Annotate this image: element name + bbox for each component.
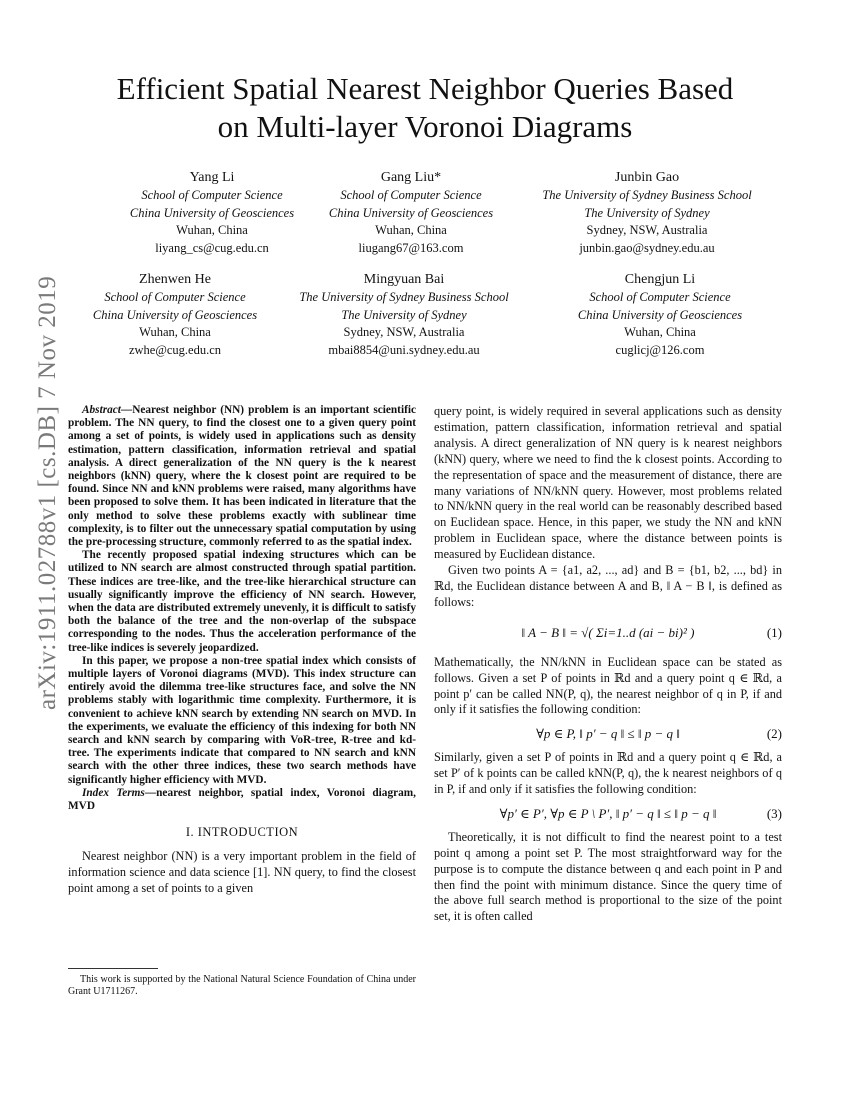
abstract-paragraph: In this paper, we propose a non-tree spatial index which consists of multiple layers of Voronoi diagrams (MVD). This index structure can entirely avoid the dilemma tree-like structures face, and solve the NN problems stably with logarithmic time complexity. Furthermore, it is convenient to achieve kNN search by extending NN search on MVD. In the experiments, we evaluate the efficiency of this indexing for both NN search and kNN search by comparing with VoR-tree, R-tree and kd-tree. The experiments indicate that compared to NN search and kNN search with the other three indices, these two search methods have significantly higher efficiency with MVD. — [68, 654, 416, 786]
index-terms-text: —nearest neighbor, spatial index, Voronoi diagram, MVD — [68, 786, 416, 813]
author-univ: China University of Geosciences — [129, 205, 295, 220]
equation-text: ‖ A − B ‖ = √( Σi=1..d (ai − bi)² ) — [521, 624, 695, 640]
section-heading: I. INTRODUCTION — [185, 825, 299, 840]
equation-text: ∀p ∈ P, ‖ p′ − q ‖ ≤ ‖ p − q ‖ — [536, 726, 680, 742]
author-dept: The University of Sydney Business School — [542, 188, 752, 202]
author-location: Sydney, NSW, Australia — [343, 325, 465, 339]
author-email: zwhe@cug.edu.cn — [128, 342, 222, 357]
author-name: Zhenwen He — [139, 272, 211, 287]
title-line-2: on Multi-layer Voronoi Diagrams — [217, 109, 633, 144]
equation-1 — [434, 625, 782, 641]
author-block — [527, 168, 767, 257]
author-univ: China University of Geosciences — [577, 307, 743, 322]
author-univ: China University of Geosciences — [92, 307, 258, 322]
title-line-1: Efficient Spatial Nearest Neighbor Queries Based — [116, 71, 734, 106]
author-location: Sydney, NSW, Australia — [586, 223, 708, 237]
author-block — [291, 168, 531, 257]
abstract-text: —Nearest neighbor (NN) problem is an important scientific problem. The NN query, to find the closest one to a given query point among a set of points, is widely used in applications such as density estimation, pattern classification, information retrieval and spatial analysis. A direct generalization of the NN query is the k nearest neighbors (kNN) query, where the k closest point are required to be found. Since NN and kNN problems were raised, many algorithms have been proposed to solve them. It has been indicated in literature that the only method to solve these problems exactly with sublinear time complexity, is to filter out the unnecessary spatial computation by using the pre-processing structure, commonly referred to as the spatial index. — [68, 404, 416, 549]
body-paragraph: Nearest neighbor (NN) is a very important problem in the field of information science and data science [1]. NN query, to find the closest point among a set of points to a given — [68, 849, 416, 896]
author-dept: School of Computer Science — [104, 290, 246, 304]
author-location: Wuhan, China — [624, 325, 696, 339]
author-name: Yang Li — [189, 170, 235, 185]
footnote-rule — [68, 968, 158, 969]
author-location: Wuhan, China — [176, 223, 248, 237]
author-name: Gang Liu* — [380, 170, 442, 185]
equation-2 — [434, 726, 782, 742]
author-name: Mingyuan Bai — [363, 272, 445, 287]
author-dept: School of Computer Science — [589, 290, 731, 304]
body-paragraph: query point, is widely required in several applications such as density estimation, pattern classification, information retrieval and spatial analysis. A direct generalization of NN query is k nearest neighbors (kNN) query, where we need to find the k closest points. According to the representation of space and the measurement of distance, there are many variations of NN/kNN query. However, most problems related to NN/kNN query in the real world can be reasonably described based on Euclidean space. Hence, in this paper, we study the NN and kNN problem in Euclidean space, where the distance between points is measured by Euclidean distance. — [434, 404, 782, 562]
body-paragraph: Given two points A = {a1, a2, ..., ad} and B = {b1, b2, ..., bd} in ℝd, the Euclidean distance between A and B, ‖ A − B ‖, is defined as follows: — [434, 563, 782, 609]
author-dept: The University of Sydney Business School — [299, 290, 509, 304]
equation-text: ∀p′ ∈ P′, ∀p ∈ P \ P′, ‖ p′ − q ‖ ≤ ‖ p − q ‖ — [499, 805, 717, 821]
left-column — [68, 404, 416, 897]
author-univ: China University of Geosciences — [328, 205, 494, 220]
equation-number: (3) — [766, 805, 782, 821]
author-email: liyang_cs@cug.edu.cn — [155, 240, 269, 255]
index-terms — [68, 787, 416, 813]
author-dept: School of Computer Science — [340, 188, 482, 202]
footnote-text: This work is supported by the National Natural Science Foundation of China under Grant U1711267. — [68, 974, 416, 998]
abstract-paragraph: The recently proposed spatial indexing structures which can be utilized to NN search are almost constructed through spatial partition. These indices are tree-like, and the tree-like hierarchical structure can usually significantly improve the efficiency of NN search. However, when the data are distributed extremely unevenly, it is difficult to satisfy both the balance of the tree and the non-overlap of the subspace corresponding to the nodes. Thus the acceleration performance of the tree-like indices is severely jeopardized. — [68, 549, 416, 654]
abstract-paragraph — [68, 404, 416, 549]
author-location: Wuhan, China — [375, 223, 447, 237]
body-paragraph: Mathematically, the NN/kNN in Euclidean space can be stated as follows. Given a set P of points in ℝd and a query point q ∈ ℝd, a point p′ can be called NN(P, q), the nearest neighbor of q in P, if and only if it satisfies the following condition: — [434, 654, 782, 717]
paper-title — [70, 70, 780, 146]
author-univ: The University of Sydney — [584, 205, 710, 220]
equation-number: (1) — [766, 624, 782, 640]
body-paragraph: Similarly, given a set P of points in ℝd and a query point q ∈ ℝd, a set P′ of k points can be called kNN(P, q), the k nearest neighbors of q in P, if and only if it satisfies the following condition: — [434, 750, 782, 797]
author-block — [55, 270, 295, 359]
arxiv-stamp — [14, 275, 61, 710]
author-block — [284, 270, 524, 359]
author-email: junbin.gao@sydney.edu.au — [579, 240, 715, 255]
author-email: cuglicj@126.com — [615, 342, 705, 357]
body-paragraph: Theoretically, it is not difficult to find the nearest point to a test point q among a point set P. The most straightforward way for the purpose is to compute the distance between q and each point in P and then find the point with minimum distance. Since the query time of the above full search method is proportional to the size of the point set, it is often called — [434, 829, 782, 924]
abstract — [68, 404, 416, 813]
author-name: Junbin Gao — [614, 170, 680, 185]
author-univ: The University of Sydney — [341, 307, 467, 322]
equation-number: (2) — [766, 726, 782, 742]
right-column — [434, 404, 782, 925]
index-terms-label: Index Terms — [82, 786, 145, 799]
author-email: mbai8854@uni.sydney.edu.au — [328, 342, 480, 357]
abstract-label: Abstract — [82, 404, 121, 416]
author-location: Wuhan, China — [139, 325, 211, 339]
equation-3 — [434, 806, 782, 822]
footnote — [68, 974, 416, 998]
arxiv-id: arXiv:1911.02788v1 [cs.DB] 7 Nov 2019 — [34, 275, 61, 710]
author-email: liugang67@163.com — [358, 240, 464, 255]
author-name: Chengjun Li — [624, 272, 696, 287]
author-dept: School of Computer Science — [141, 188, 283, 202]
author-block — [540, 270, 780, 359]
